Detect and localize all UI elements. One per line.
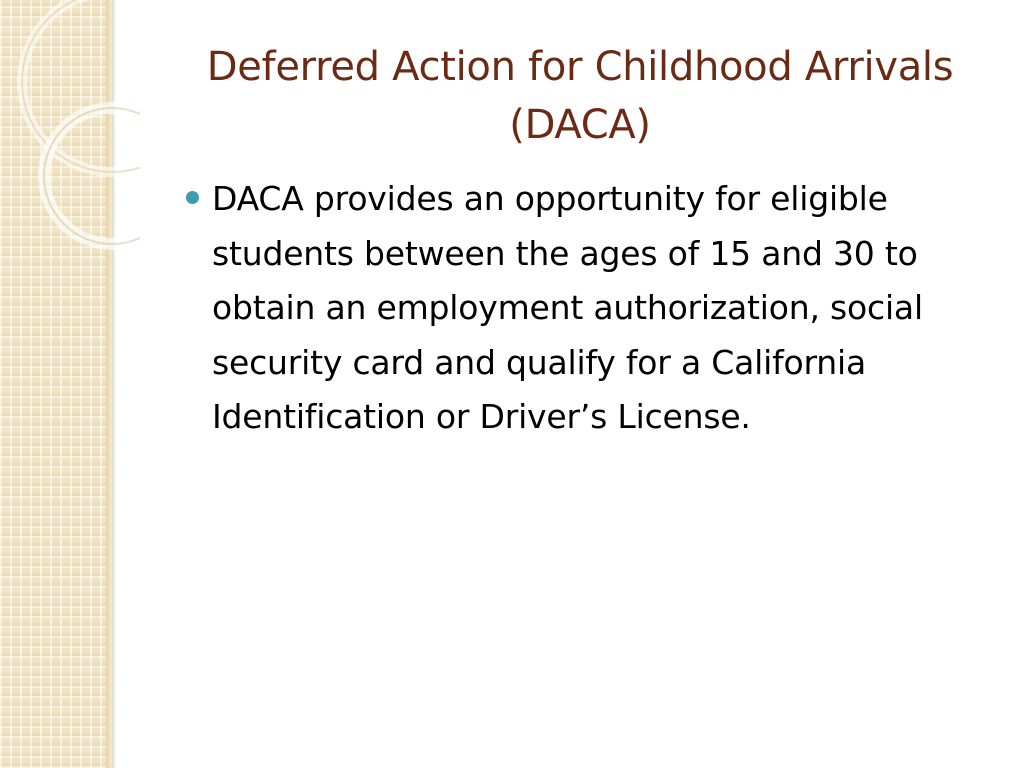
bullet-text: DACA provides an opportunity for eligible students between the ages of 15 and 30 to obtain an employment authorization, social security card and qualify for a California Identification or Driver’s License. (212, 179, 923, 436)
slide-title (150, 38, 1010, 154)
slide-title-line-1: Deferred Action for Childhood Arrivals (206, 44, 954, 90)
slide-title-line-2: (DACA) (509, 102, 651, 148)
bullet-item (184, 172, 974, 445)
bullet-dot-icon (186, 191, 199, 204)
ring-decoration-icon (0, 0, 140, 260)
bullet-list (184, 172, 974, 445)
